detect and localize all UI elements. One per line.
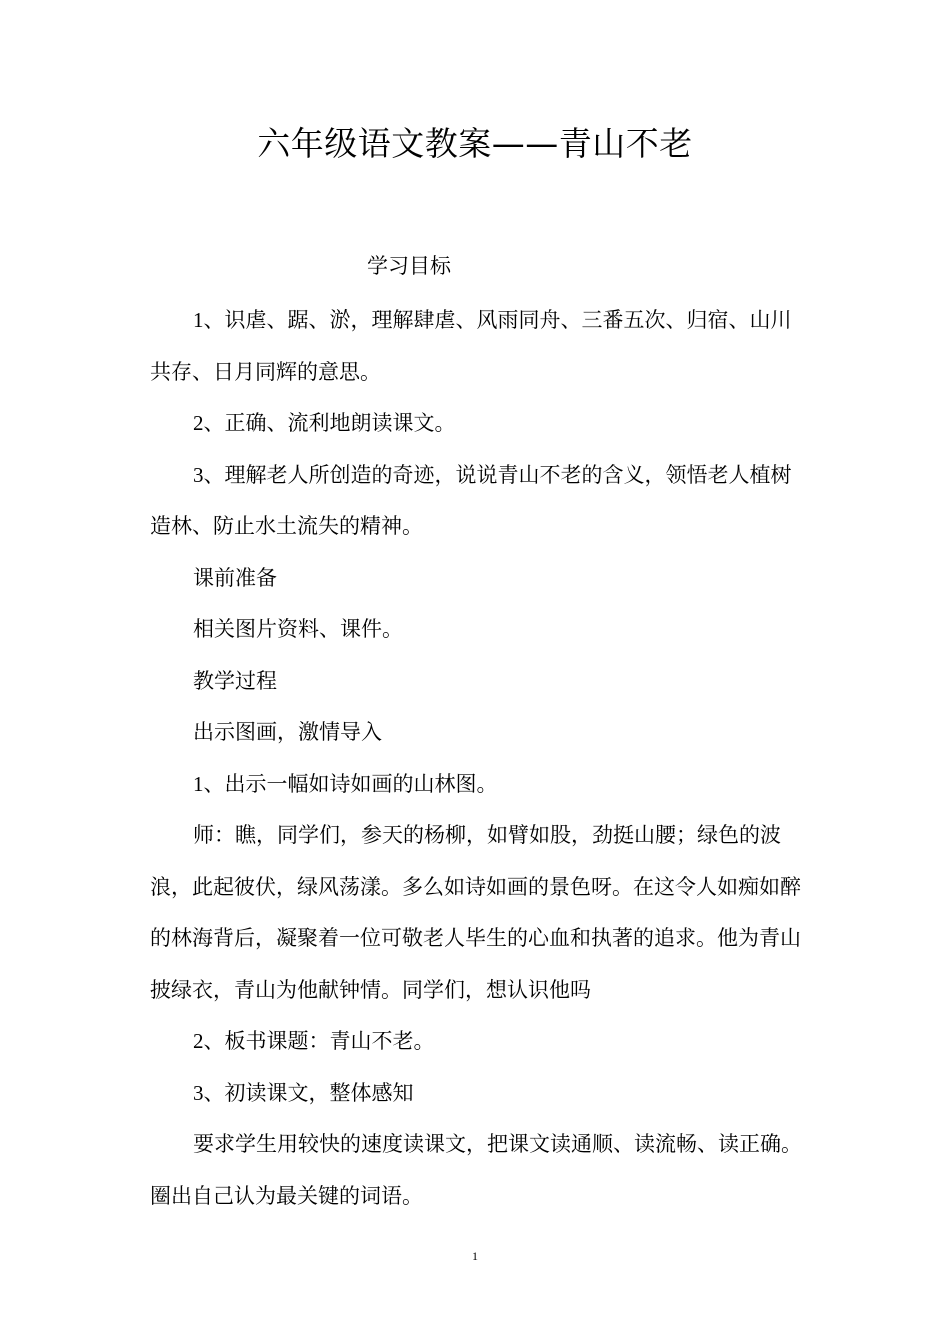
paragraph	[150, 398, 810, 450]
paragraph-text: 相关图片资料、课件。	[193, 617, 403, 641]
paragraph	[150, 604, 810, 656]
paragraph	[150, 1068, 810, 1120]
paragraph-text: 出示图画，激情导入	[193, 720, 382, 744]
page-number: 1	[472, 1249, 478, 1263]
paragraph-number: 3	[193, 1080, 204, 1105]
paragraph	[150, 1016, 810, 1068]
paragraph-text: 师：瞧，同学们，参天的杨柳，如臂如股，劲挺山腰；绿色的波浪，此起彼伏，绿风荡漾。多么如诗如画的景色呀。在这令人如痴如醉的林海背后，凝聚着一位可敬老人毕生的心血和执著的追求。他为青山披绿衣，青山为他献钟情。同学们，想认识他吗	[150, 823, 801, 1002]
paragraph-number: 3	[193, 462, 204, 487]
paragraph	[150, 295, 810, 398]
paragraph	[150, 759, 810, 811]
paragraph-text: 课前准备	[193, 565, 277, 590]
paragraph-text: 、初读课文，整体感知	[203, 1080, 414, 1105]
paragraph-text: 、理解老人所创造的奇迹，说说青山不老的含义，领悟老人植树造林、防止水土流失的精神。	[150, 462, 792, 538]
paragraph-text: 、正确、流利地朗读课文。	[203, 411, 456, 435]
paragraph-text: 、识虐、踞、淤，理解肆虐、风雨同舟、三番五次、归宿、山川共存、日月同辉的意思。	[150, 308, 792, 384]
paragraph-text: 、出示一幅如诗如画的山林图。	[203, 771, 498, 796]
paragraph	[150, 656, 810, 708]
paragraph	[150, 810, 810, 1016]
paragraph	[150, 553, 810, 605]
paragraph	[150, 1119, 810, 1222]
paragraph-number: 2	[193, 411, 204, 435]
document-title: 六年级语文教案——青山不老	[257, 124, 693, 163]
paragraph-number: 2	[193, 1029, 204, 1053]
paragraph	[150, 450, 810, 553]
paragraph-number: 1	[193, 308, 204, 332]
section-heading: 学习目标	[367, 254, 451, 278]
document-body	[150, 295, 810, 1222]
paragraph-text: 、板书课题：青山不老。	[203, 1029, 435, 1053]
paragraph	[150, 707, 810, 759]
paragraph-text: 要求学生用较快的速度读课文，把课文读通顺、读流畅、读正确。圈出自己认为最关键的词语。	[150, 1132, 802, 1208]
paragraph-text: 教学过程	[193, 668, 277, 693]
paragraph-number: 1	[193, 771, 204, 796]
